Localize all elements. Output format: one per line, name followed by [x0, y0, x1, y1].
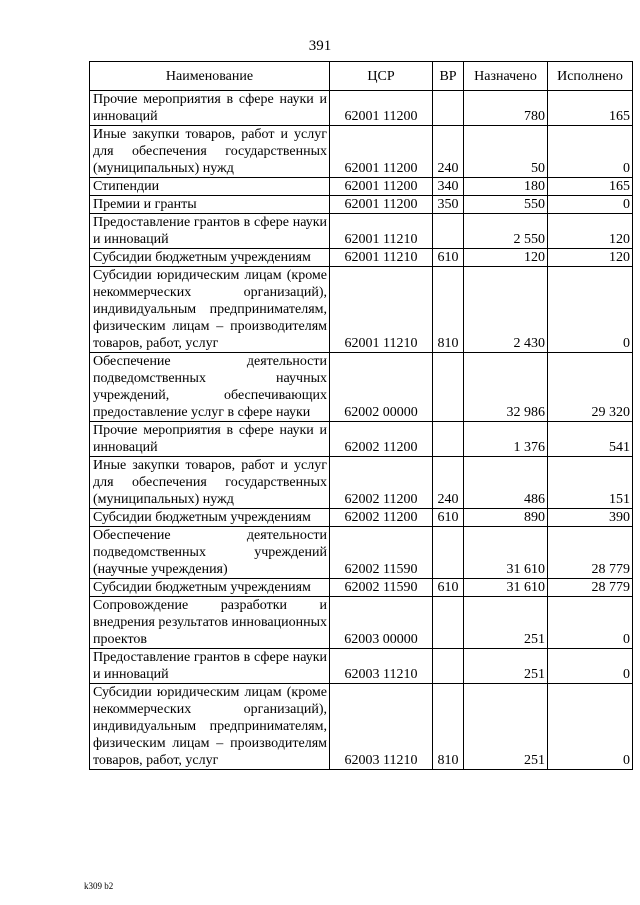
row-csr: 62001 11210	[330, 214, 433, 249]
row-vr	[433, 527, 464, 579]
page-number: 391	[308, 38, 332, 54]
header-assigned: Назначено	[464, 62, 548, 91]
row-csr: 62002 11590	[330, 579, 433, 597]
row-vr	[433, 214, 464, 249]
row-vr: 240	[433, 457, 464, 509]
row-assigned: 1 376	[464, 422, 548, 457]
row-executed: 0	[548, 196, 633, 214]
table-row	[90, 91, 633, 126]
row-name: Предоставление грантов в сфере науки и инноваций	[90, 214, 330, 249]
row-csr: 62002 00000	[330, 353, 433, 422]
row-executed: 541	[548, 422, 633, 457]
row-name: Субсидии юридическим лицам (кроме некоммерческих организаций), индивидуальным предпринимателям, физическим лицам – производителям товаров, работ, услуг	[90, 684, 330, 770]
row-assigned: 550	[464, 196, 548, 214]
header-vr: ВР	[433, 62, 464, 91]
row-executed: 120	[548, 214, 633, 249]
row-assigned: 2 550	[464, 214, 548, 249]
table-row	[90, 509, 633, 527]
row-name: Обеспечение деятельности подведомственных научных учреждений, обеспечивающих предоставление услуг в сфере науки	[90, 353, 330, 422]
row-assigned: 2 430	[464, 267, 548, 353]
row-executed: 120	[548, 249, 633, 267]
table-row	[90, 249, 633, 267]
row-assigned: 890	[464, 509, 548, 527]
row-vr: 810	[433, 684, 464, 770]
row-vr: 610	[433, 249, 464, 267]
table-row	[90, 196, 633, 214]
row-name: Сопровождение разработки и внедрения результатов инновационных проектов	[90, 597, 330, 649]
row-name: Иные закупки товаров, работ и услуг для обеспечения государственных (муниципальных) нужд	[90, 126, 330, 178]
header-executed: Исполнено	[548, 62, 633, 91]
row-vr: 610	[433, 509, 464, 527]
row-name: Обеспечение деятельности подведомственных учреждений (научные учреждения)	[90, 527, 330, 579]
row-assigned: 486	[464, 457, 548, 509]
row-vr: 350	[433, 196, 464, 214]
row-assigned: 31 610	[464, 527, 548, 579]
row-name: Предоставление грантов в сфере науки и инноваций	[90, 649, 330, 684]
row-executed: 0	[548, 267, 633, 353]
table-row	[90, 126, 633, 178]
row-executed: 0	[548, 126, 633, 178]
row-name: Иные закупки товаров, работ и услуг для обеспечения государственных (муниципальных) нужд	[90, 457, 330, 509]
row-name: Субсидии юридическим лицам (кроме некоммерческих организаций), индивидуальным предпринимателям, физическим лицам – производителям товаров, работ, услуг	[90, 267, 330, 353]
row-name: Субсидии бюджетным учреждениям	[90, 249, 330, 267]
footer-code: k309 b2	[84, 881, 114, 891]
row-executed: 165	[548, 178, 633, 196]
row-csr: 62001 11200	[330, 91, 433, 126]
table-row	[90, 178, 633, 196]
row-vr: 240	[433, 126, 464, 178]
row-vr	[433, 353, 464, 422]
table-row	[90, 353, 633, 422]
row-name: Субсидии бюджетным учреждениям	[90, 579, 330, 597]
row-assigned: 120	[464, 249, 548, 267]
row-vr: 340	[433, 178, 464, 196]
row-vr: 610	[433, 579, 464, 597]
row-executed: 28 779	[548, 527, 633, 579]
table-row	[90, 597, 633, 649]
row-csr: 62001 11200	[330, 126, 433, 178]
row-csr: 62001 11210	[330, 249, 433, 267]
table-row	[90, 649, 633, 684]
header-name: Наименование	[90, 62, 330, 91]
row-csr: 62002 11200	[330, 422, 433, 457]
row-vr	[433, 422, 464, 457]
row-vr	[433, 649, 464, 684]
row-csr: 62003 00000	[330, 597, 433, 649]
row-assigned: 251	[464, 597, 548, 649]
row-executed: 390	[548, 509, 633, 527]
row-vr	[433, 91, 464, 126]
row-executed: 151	[548, 457, 633, 509]
budget-table	[89, 61, 633, 770]
table-row	[90, 579, 633, 597]
row-vr	[433, 597, 464, 649]
row-assigned: 780	[464, 91, 548, 126]
table-row	[90, 684, 633, 770]
row-executed: 0	[548, 597, 633, 649]
table-row	[90, 267, 633, 353]
table-row	[90, 422, 633, 457]
row-executed: 29 320	[548, 353, 633, 422]
row-csr: 62003 11210	[330, 649, 433, 684]
row-name: Субсидии бюджетным учреждениям	[90, 509, 330, 527]
row-csr: 62002 11590	[330, 527, 433, 579]
row-executed: 0	[548, 684, 633, 770]
row-assigned: 31 610	[464, 579, 548, 597]
row-executed: 0	[548, 649, 633, 684]
row-assigned: 251	[464, 684, 548, 770]
table-row	[90, 457, 633, 509]
row-csr: 62001 11200	[330, 196, 433, 214]
row-assigned: 180	[464, 178, 548, 196]
row-csr: 62002 11200	[330, 457, 433, 509]
row-name: Премии и гранты	[90, 196, 330, 214]
row-name: Прочие мероприятия в сфере науки и инноваций	[90, 91, 330, 126]
table-row	[90, 214, 633, 249]
row-csr: 62003 11210	[330, 684, 433, 770]
row-vr: 810	[433, 267, 464, 353]
row-executed: 28 779	[548, 579, 633, 597]
table-row	[90, 527, 633, 579]
row-assigned: 251	[464, 649, 548, 684]
row-executed: 165	[548, 91, 633, 126]
row-csr: 62002 11200	[330, 509, 433, 527]
row-csr: 62001 11210	[330, 267, 433, 353]
row-name: Прочие мероприятия в сфере науки и инноваций	[90, 422, 330, 457]
header-csr: ЦСР	[330, 62, 433, 91]
row-assigned: 32 986	[464, 353, 548, 422]
table-header-row	[90, 62, 633, 91]
row-assigned: 50	[464, 126, 548, 178]
row-name: Стипендии	[90, 178, 330, 196]
row-csr: 62001 11200	[330, 178, 433, 196]
